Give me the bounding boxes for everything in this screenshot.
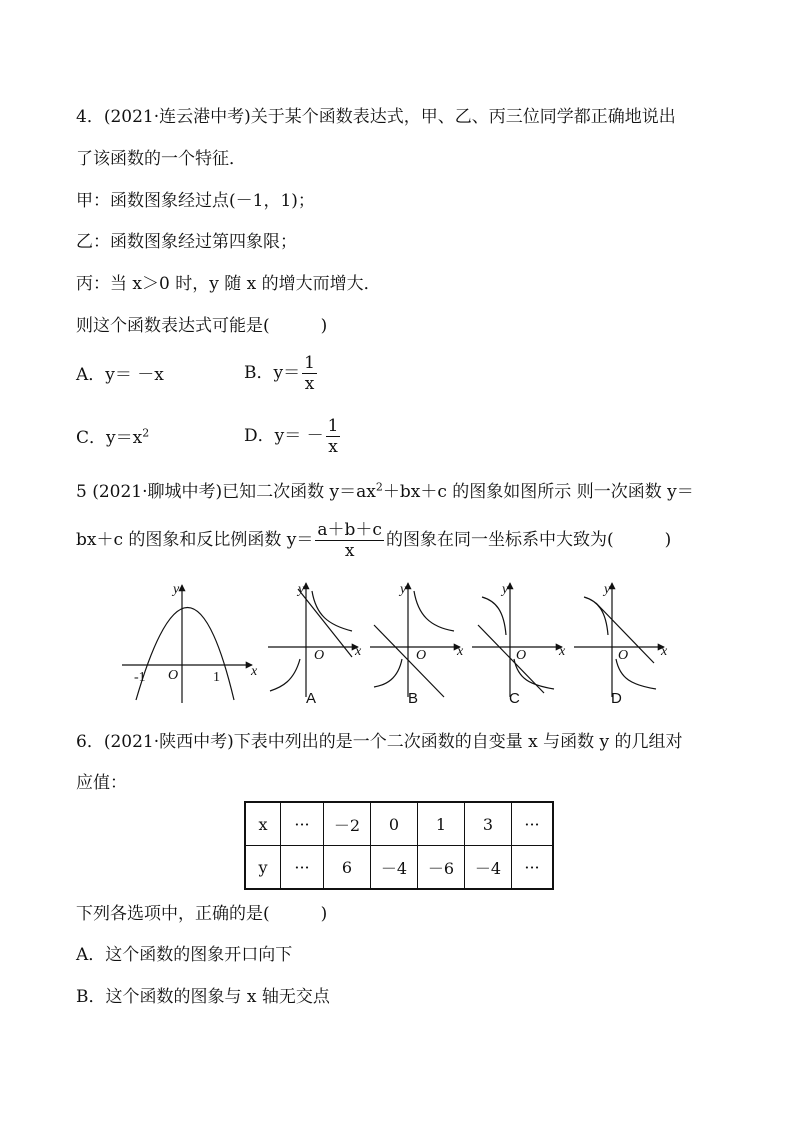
q4-option-b-prefix: B．y＝	[244, 363, 301, 383]
q4-condition-jia: 甲：函数图象经过点(－1，1)；	[76, 191, 315, 211]
fig-b-origin-label: O	[416, 648, 427, 663]
q5-fraction-numerator: a＋b＋c	[317, 520, 382, 540]
main-origin-label: O	[168, 668, 179, 683]
table-cell: 3	[465, 802, 512, 846]
parabola-curve	[136, 608, 234, 701]
q4-option-b-fraction	[302, 353, 317, 394]
q4-option-a: A．y＝ －x	[76, 365, 164, 385]
q4-ask: 则这个函数表达式可能是( )	[76, 316, 328, 336]
hyperbola-b-2	[374, 659, 402, 687]
table-cell: －6	[418, 846, 465, 890]
hyperbola-d-1	[584, 597, 608, 635]
q4-condition-bing: 丙：当 x＞0 时，y 随 x 的增大而增大．	[76, 274, 381, 294]
table-cell: ···	[281, 802, 324, 846]
table-cell: －4	[465, 846, 512, 890]
q4-option-d-prefix: D．y＝ －	[244, 426, 324, 446]
table-cell: －4	[371, 846, 418, 890]
q5-line1-a: 5 (2021·聊城中考)已知二次函数 y＝ax	[76, 482, 376, 502]
q4-option-d	[244, 416, 342, 457]
fig-d-x-label: x	[661, 644, 668, 659]
q4-option-d-numerator: 1	[327, 416, 339, 436]
fig-c-letter: C	[509, 690, 520, 707]
q5-line1-b: ＋bx＋c 的图象如图所示 则一次函数 y＝	[382, 482, 694, 502]
figure-c	[472, 583, 562, 697]
fig-c-y-label: y	[502, 582, 509, 597]
line-b	[374, 625, 444, 697]
table-row	[245, 846, 553, 890]
table-row	[245, 802, 553, 846]
q4-stem-line1: 4．(2021·连云港中考)关于某个函数表达式，甲、乙、丙三位同学都正确地说出	[76, 107, 676, 127]
q6-option-a: A．这个函数的图象开口向下	[76, 945, 293, 965]
table-cell: 6	[324, 846, 371, 890]
parabola-figure	[122, 585, 252, 703]
hyperbola-a-1	[312, 591, 352, 631]
fig-d-origin-label: O	[618, 648, 629, 663]
fig-c-x-label: x	[559, 644, 566, 659]
q6-ask: 下列各选项中，正确的是( )	[76, 904, 328, 924]
q6-stem-line2: 应值：	[76, 773, 127, 793]
q5-fraction	[315, 520, 384, 561]
main-x-label: x	[251, 664, 258, 679]
fig-a-x-label: x	[355, 644, 362, 659]
q4-option-b-denominator: x	[304, 374, 315, 394]
q4-option-d-fraction	[326, 416, 341, 457]
main-y-label: y	[173, 582, 180, 597]
q4-condition-yi: 乙：函数图象经过第四象限；	[76, 232, 297, 252]
hyperbola-d-2	[616, 659, 656, 689]
q6-stem-line1: 6．(2021·陕西中考)下表中列出的是一个二次函数的自变量 x 与函数 y 的几组对	[76, 732, 683, 752]
q6-value-table	[244, 801, 554, 890]
q5-line2-a: bx＋c 的图象和反比例函数 y＝	[76, 530, 314, 550]
table-cell: ···	[512, 846, 554, 890]
table-cell: －2	[324, 802, 371, 846]
table-cell: x	[245, 802, 281, 846]
main-pos1-label: 1	[213, 670, 220, 685]
figure-b	[370, 583, 460, 697]
q5-figures	[116, 575, 676, 710]
hyperbola-a-2	[270, 659, 300, 691]
figure-d	[574, 583, 664, 697]
fig-b-x-label: x	[457, 644, 464, 659]
fig-b-letter: B	[408, 690, 419, 707]
q4-option-c	[76, 427, 149, 449]
q5-fraction-denominator: x	[344, 541, 355, 561]
fig-a-origin-label: O	[314, 648, 325, 663]
q6-option-b: B．这个函数的图象与 x 轴无交点	[76, 987, 330, 1007]
q4-stem-line2: 了该函数的一个特征．	[76, 149, 246, 169]
fig-d-letter: D	[611, 690, 622, 707]
q5-stem-line2	[76, 520, 671, 561]
line-c	[478, 625, 544, 693]
hyperbola-c-1	[482, 597, 506, 635]
hyperbola-c-2	[514, 659, 554, 689]
q5-line2-b: 的图象在同一坐标系中大致为( )	[385, 530, 672, 550]
q5-stem-line1	[76, 481, 694, 503]
fig-a-letter: A	[306, 690, 317, 707]
q4-option-d-denominator: x	[328, 437, 338, 457]
table-cell: ···	[512, 802, 554, 846]
q4-option-c-prefix: C．y＝x	[76, 428, 143, 448]
table-cell: 0	[371, 802, 418, 846]
main-neg1-label: -1	[134, 670, 146, 685]
q4-option-c-exponent: 2	[142, 426, 150, 440]
fig-a-y-label: y	[298, 582, 305, 597]
table-cell: ···	[281, 846, 324, 890]
table-cell: y	[245, 846, 281, 890]
q4-option-b	[244, 353, 319, 394]
fig-b-y-label: y	[400, 582, 407, 597]
fig-c-origin-label: O	[516, 648, 527, 663]
hyperbola-b-1	[414, 591, 454, 631]
q4-option-b-numerator: 1	[304, 353, 315, 373]
figure-a	[268, 583, 358, 697]
table-cell: 1	[418, 802, 465, 846]
q5-line1-exponent: 2	[375, 480, 383, 494]
fig-d-y-label: y	[604, 582, 611, 597]
